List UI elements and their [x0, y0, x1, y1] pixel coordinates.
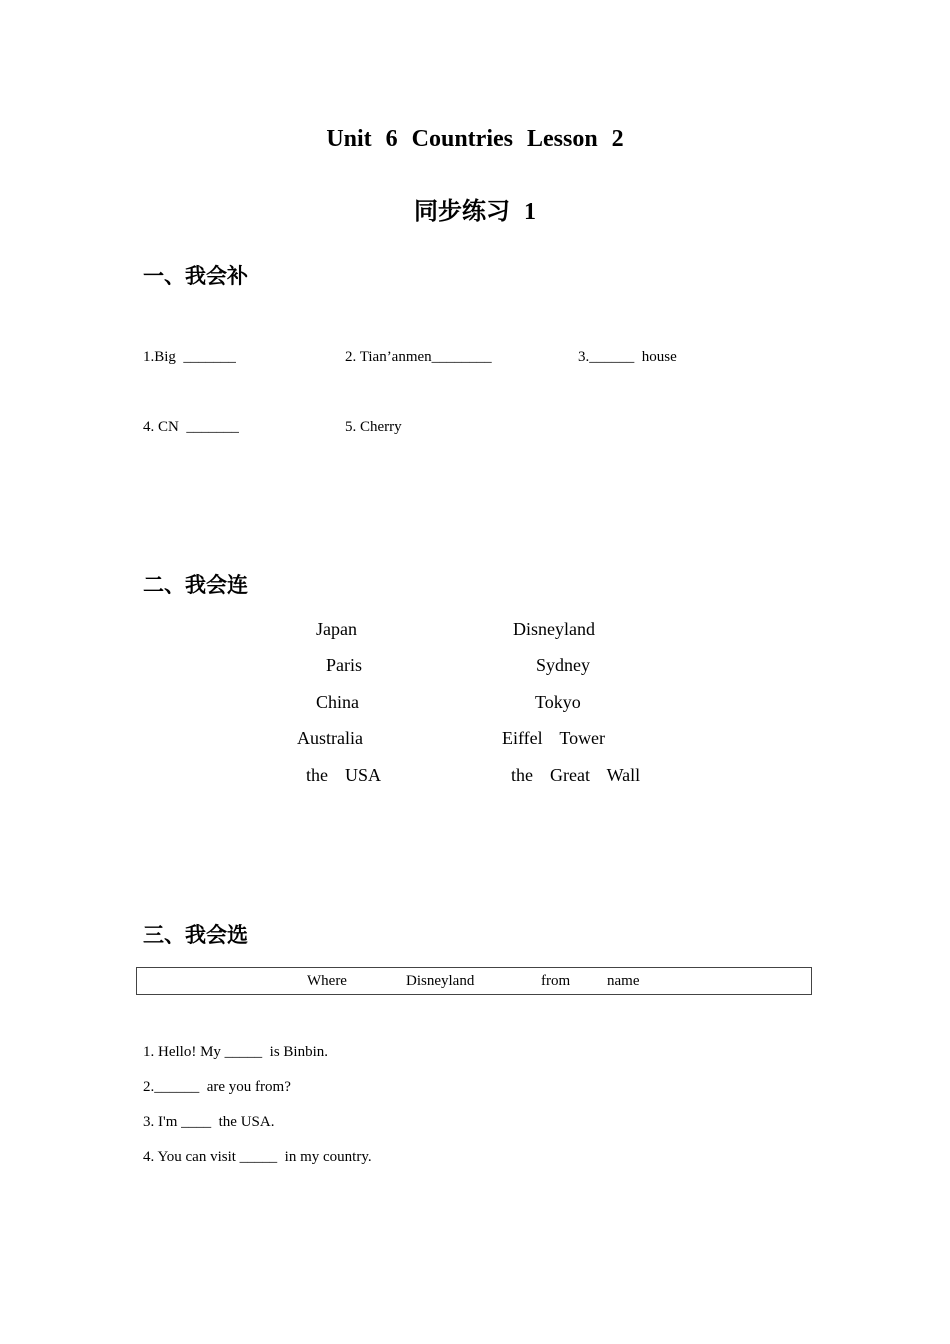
section1-heading: 一、我会补	[143, 264, 248, 288]
sentence-3: 3. I'm ____ the USA.	[143, 1114, 275, 1130]
page-title: Unit 6 Countries Lesson 2	[326, 126, 624, 152]
fill-item-2: 2. Tian’anmen________	[345, 349, 492, 365]
fill-item-1: 1.Big _______	[143, 349, 236, 365]
word-bank-item: Disneyland	[406, 973, 475, 989]
match-left-item: Japan	[316, 619, 357, 639]
sentence-4: 4. You can visit _____ in my country.	[143, 1149, 372, 1165]
sentence-1: 1. Hello! My _____ is Binbin.	[143, 1044, 329, 1060]
match-right-item: Sydney	[536, 655, 590, 675]
fill-item-3: 3.______ house	[578, 349, 677, 365]
page-subtitle: 同步练习 1	[414, 199, 536, 225]
word-bank-item: name	[607, 973, 640, 989]
match-left-item: Paris	[326, 655, 362, 675]
word-bank-item: from	[541, 973, 571, 989]
match-right-item: Eiffel Tower	[502, 728, 606, 748]
word-bank-item: Where	[307, 973, 347, 989]
match-right-item: the Great Wall	[511, 765, 641, 785]
match-right-item: Disneyland	[513, 619, 595, 639]
fill-item-5: 5. Cherry	[345, 419, 402, 435]
fill-item-4: 4. CN _______	[143, 419, 239, 435]
match-left-item: Australia	[297, 728, 363, 748]
sentence-2: 2.______ are you from?	[143, 1079, 291, 1095]
section2-heading: 二、我会连	[143, 573, 248, 597]
match-left-item: China	[316, 692, 359, 712]
match-right-item: Tokyo	[535, 692, 581, 712]
section3-heading: 三、我会选	[143, 923, 248, 947]
match-left-item: the USA	[306, 765, 381, 785]
